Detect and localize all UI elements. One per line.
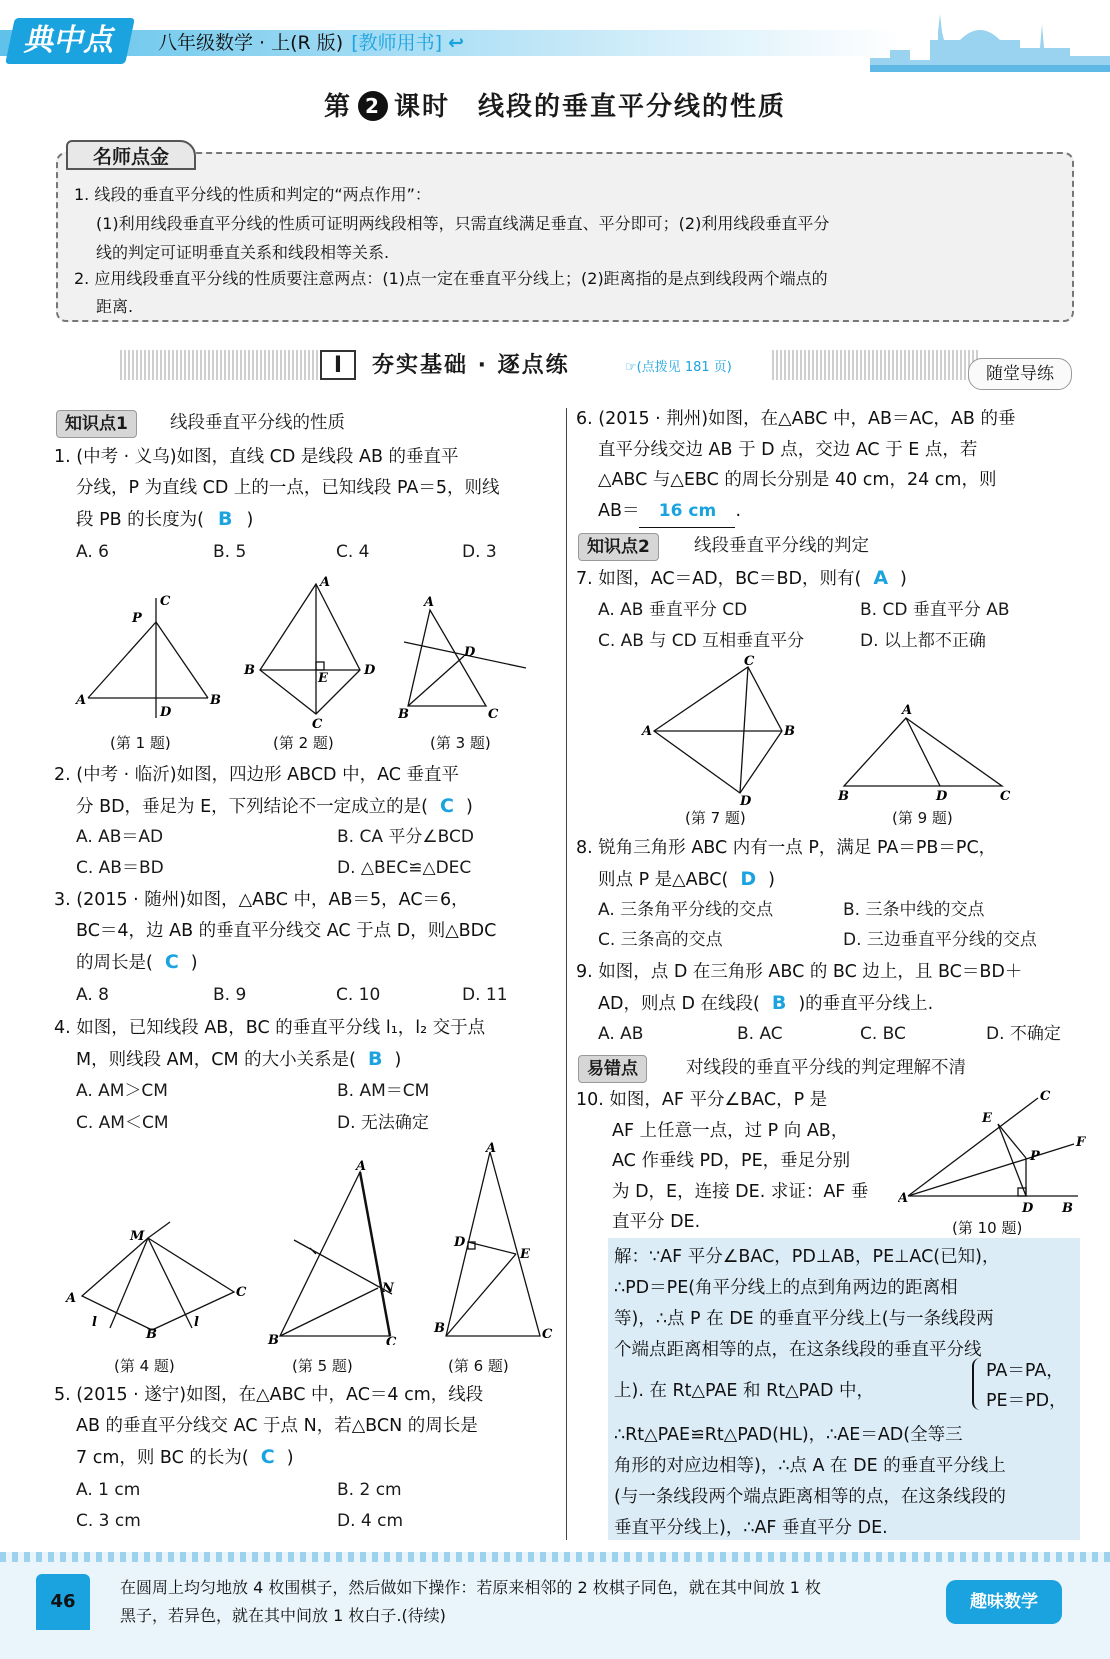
title-prefix: 第 <box>323 92 352 122</box>
book-title <box>158 30 464 56</box>
option: C. AB＝BD <box>76 858 164 878</box>
figure-caption: (第 10 题) <box>952 1219 1023 1237</box>
solution-line: 等)，∴点 P 在 DE 的垂直平分线上(与一条线段两 <box>614 1309 994 1329</box>
solution-system-line: PE＝PD， <box>986 1391 1067 1411</box>
page-header <box>0 0 1110 78</box>
answer: C <box>164 951 179 973</box>
answer: B <box>771 992 787 1014</box>
figure-1 <box>70 590 230 725</box>
page-number: 46 <box>36 1574 90 1630</box>
question-text: 8. 锐角三角形 ABC 内有一点 P，满足 PA＝PB＝PC， <box>576 838 997 858</box>
svg-text:D: D <box>454 1235 466 1250</box>
option: A. AM＞CM <box>76 1081 168 1101</box>
error-point-title: 对线段的垂直平分线的判定理解不清 <box>686 1058 966 1078</box>
series-logo: 典中点 <box>5 18 135 64</box>
question-text: 10. 如图，AF 平分∠BAC，P 是 <box>576 1090 828 1110</box>
svg-text:B: B <box>838 789 849 804</box>
question-text: )的垂直平分线上. <box>798 994 934 1014</box>
answer: C <box>440 795 454 817</box>
question-text: ) <box>394 1050 402 1070</box>
option: D. 无法确定 <box>337 1113 429 1133</box>
question-text: M，则线段 AM，CM 的大小关系是( <box>76 1050 356 1070</box>
svg-text:A: A <box>76 693 87 708</box>
svg-text:M: M <box>130 1229 145 1244</box>
question-text: 5. (2015 · 遂宁)如图，在△ABC 中，AC＝4 cm，线段 <box>54 1385 484 1405</box>
column-divider <box>566 408 567 1540</box>
svg-text:A: A <box>898 1191 909 1206</box>
option: C. 3 cm <box>76 1511 141 1531</box>
tip-line: 线的判定可证明垂直关系和线段相等关系. <box>96 243 390 262</box>
question-text: 直平分 DE. <box>612 1212 701 1232</box>
svg-text:F: F <box>1076 1135 1086 1150</box>
option: C. 10 <box>336 985 381 1005</box>
knowledge-point-title: 线段垂直平分线的性质 <box>170 413 345 433</box>
svg-text:A: A <box>424 595 435 610</box>
answer: B <box>218 508 233 530</box>
question-text: 2. (中考 · 临沂)如图，四边形 ABCD 中，AC 垂直平 <box>54 765 460 785</box>
answer: A <box>873 567 889 589</box>
svg-text:N: N <box>382 1281 394 1296</box>
option: D. 4 cm <box>337 1511 404 1531</box>
fun-math-badge: 趣味数学 <box>946 1580 1062 1624</box>
option: B. 5 <box>213 542 247 562</box>
figure-caption: (第 1 题) <box>110 734 171 752</box>
figure-caption: (第 5 题) <box>292 1357 353 1375</box>
question-text: ) <box>286 1448 294 1468</box>
figure-caption: (第 6 题) <box>448 1357 509 1375</box>
svg-text:C: C <box>312 717 323 729</box>
svg-text:C: C <box>1040 1090 1051 1104</box>
svg-text:B: B <box>1062 1201 1073 1215</box>
question-text: AC 作垂线 PD，PE，垂足分别 <box>612 1151 851 1171</box>
svg-text:B: B <box>398 707 409 722</box>
svg-text:E: E <box>318 671 328 686</box>
figure-7 <box>640 655 810 805</box>
skyline-illustration-icon <box>870 10 1110 72</box>
svg-text:D: D <box>740 794 752 805</box>
svg-text:D: D <box>160 705 172 720</box>
svg-text:B: B <box>434 1321 445 1336</box>
svg-text:D: D <box>464 645 476 660</box>
knowledge-point-tag: 知识点1 <box>56 410 137 438</box>
figure-caption: (第 4 题) <box>114 1357 175 1375</box>
option: D. 3 <box>462 542 497 562</box>
svg-text:A: A <box>902 704 913 718</box>
svg-text:A: A <box>66 1291 77 1306</box>
option: B. 三条中线的交点 <box>843 900 985 920</box>
question-text: 6. (2015 · 荆州)如图，在△ABC 中，AB＝AC，AB 的垂 <box>576 409 1016 429</box>
section-note-text: (点拨见 181 页) <box>636 360 732 375</box>
return-arrow-icon: ↩ <box>448 32 464 54</box>
question-text: 分线，P 为直线 CD 上的一点，已知线段 PA＝5，则线 <box>76 478 500 498</box>
question-text: BC＝4，边 AB 的垂直平分线交 AC 于点 D，则△BDC <box>76 921 497 941</box>
solution-line: 个端点距离相等的点，在这条线段的垂直平分线 <box>614 1340 982 1360</box>
question-text: 直平分线交边 AB 于 D 点，交边 AC 于 E 点，若 <box>598 440 978 460</box>
error-point-tag: 易错点 <box>578 1055 647 1083</box>
svg-text:P: P <box>1030 1149 1040 1164</box>
figure-caption: (第 9 题) <box>892 809 953 827</box>
teacher-tag: [教师用书] <box>351 32 443 54</box>
figure-10 <box>898 1090 1088 1215</box>
question-text: △ABC 与△EBC 的周长分别是 40 cm，24 cm，则 <box>598 470 997 490</box>
question-text: ) <box>190 953 198 973</box>
option: C. AM＜CM <box>76 1113 169 1133</box>
question-text: 为 D，E，连接 DE. 求证：AF 垂 <box>612 1182 869 1202</box>
tip-line: 2. 应用线段垂直平分线的性质要注意两点：(1)点一定在垂直平分线上；(2)距离指的是点到线段两个端点的 <box>74 269 828 288</box>
option: B. CD 垂直平分 AB <box>860 600 1010 620</box>
svg-text:B: B <box>146 1327 157 1338</box>
option: D. 11 <box>462 985 508 1005</box>
footer-wave <box>0 1552 1110 1562</box>
option: A. AB 垂直平分 CD <box>598 600 748 620</box>
question-text: 则点 P 是△ABC( <box>598 870 729 890</box>
solution-line: (与一条线段两个端点距离相等的点，在这条线段的 <box>614 1487 1006 1507</box>
solution-line: 上). 在 Rt△PAE 和 Rt△PAD 中， <box>614 1381 875 1401</box>
option: C. AB 与 CD 互相垂直平分 <box>598 631 805 651</box>
svg-text:A: A <box>486 1142 497 1156</box>
question-text: AD，则点 D 在线段( <box>598 994 760 1014</box>
figure-3 <box>398 594 533 729</box>
question-text: ) <box>465 797 473 817</box>
svg-text:C: C <box>1000 789 1011 804</box>
question-text: AB 的垂直平分线交 AC 于点 N，若△BCN 的周长是 <box>76 1416 478 1436</box>
solution-line: 垂直平分线上)，∴AF 垂直平分 DE. <box>614 1518 888 1538</box>
lesson-title <box>0 86 1110 123</box>
svg-text:C: C <box>542 1327 553 1342</box>
svg-text:l: l <box>194 1315 199 1330</box>
option: A. AB＝AD <box>76 827 164 847</box>
question-text: 的周长是( <box>76 953 153 973</box>
question-text: 段 PB 的长度为( <box>76 510 205 530</box>
svg-text:C: C <box>236 1285 247 1300</box>
footer-line: 黑子，若异色，就在其中间放 1 枚白子.(待续) <box>120 1606 446 1625</box>
option: B. AM＝CM <box>337 1081 430 1101</box>
section-number: I <box>320 350 356 380</box>
question-text: . <box>735 501 742 521</box>
figure-5 <box>264 1160 414 1345</box>
tip-line: (1)利用线段垂直平分线的性质可证明两线段相等，只需直线满足垂直、平分即可；(2)利用线段垂直平分 <box>96 214 830 233</box>
footer-line: 在圆周上均匀地放 4 枚围棋子，然后做如下操作：若原来相邻的 2 枚棋子同色，就在其中间放 1 枚 <box>120 1578 822 1597</box>
svg-text:C: C <box>160 594 171 609</box>
svg-text:C: C <box>488 707 499 722</box>
option: A. 6 <box>76 542 109 562</box>
figure-caption: (第 2 题) <box>273 734 334 752</box>
solution-system-line: PA＝PA， <box>986 1361 1064 1381</box>
question-text: 分 BD，垂足为 E，下列结论不一定成立的是( <box>76 797 428 817</box>
option: D. △BEC≌△DEC <box>337 858 472 878</box>
question-text: ) <box>900 569 907 589</box>
svg-text:A: A <box>642 724 653 739</box>
tip-line: 1. 线段的垂直平分线的性质和判定的“两点作用”： <box>74 185 431 204</box>
svg-text:B: B <box>210 693 221 708</box>
question-text: 3. (2015 · 随州)如图，△ABC 中，AB＝5，AC＝6， <box>54 890 469 910</box>
question-text: ) <box>768 870 775 890</box>
svg-text:B: B <box>784 724 795 739</box>
question-text: 7 cm，则 BC 的长为( <box>76 1448 249 1468</box>
option: C. BC <box>860 1024 906 1044</box>
solution-line: ∴PD＝PE(角平分线上的点到角两边的距离相 <box>614 1278 958 1298</box>
option: A. 1 cm <box>76 1480 141 1500</box>
title-text: 课时 线段的垂直平分线的性质 <box>394 92 787 122</box>
section-title: 夯实基础 · 逐点练 <box>372 353 570 378</box>
pointer-hand-icon: ☞ <box>625 360 637 375</box>
svg-text:P: P <box>132 611 142 626</box>
knowledge-point-tag: 知识点2 <box>578 533 659 561</box>
solution-line: 角形的对应边相等)，∴点 A 在 DE 的垂直平分线上 <box>614 1456 1006 1476</box>
option: D. 不确定 <box>986 1024 1061 1044</box>
option: D. 三边垂直平分线的交点 <box>843 930 1037 950</box>
question-text: 9. 如图，点 D 在三角形 ABC 的 BC 边上，且 BC＝BD＋ <box>576 962 1023 982</box>
solution-line: ∴Rt△PAE≌Rt△PAD(HL)，∴AE＝AD(全等三 <box>614 1425 963 1445</box>
option: B. 2 cm <box>337 1480 402 1500</box>
figure-caption: (第 7 题) <box>685 809 746 827</box>
question-text: ) <box>246 510 254 530</box>
figure-6 <box>430 1142 560 1342</box>
book-name: 八年级数学 · 上(R 版) <box>158 32 344 54</box>
option: C. 三条高的交点 <box>598 930 723 950</box>
answer: D <box>740 868 757 890</box>
answer: C <box>260 1446 275 1468</box>
option: A. AB <box>598 1024 644 1044</box>
svg-text:E: E <box>982 1111 992 1126</box>
svg-text:C: C <box>386 1335 397 1345</box>
question-text: 1. (中考 · 义乌)如图，直线 CD 是线段 AB 的垂直平 <box>54 447 459 467</box>
question-text: AF 上任意一点，过 P 向 AB， <box>612 1121 849 1141</box>
question-text: 4. 如图，已知线段 AB，BC 的垂直平分线 l₁，l₂ 交于点 <box>54 1018 486 1038</box>
figure-caption: (第 3 题) <box>430 734 491 752</box>
teacher-tips-label: 名师点金 <box>66 140 196 170</box>
svg-text:l: l <box>92 1315 97 1330</box>
footer-puzzle <box>120 1574 920 1630</box>
figure-2 <box>238 574 388 729</box>
svg-text:E: E <box>520 1247 530 1262</box>
option: B. AC <box>737 1024 783 1044</box>
question-text: AB＝ <box>598 501 640 521</box>
lesson-number-badge: 2 <box>358 91 388 121</box>
option: A. 三条角平分线的交点 <box>598 900 774 920</box>
option: A. 8 <box>76 985 109 1005</box>
answer-blank: 16 cm <box>639 496 735 528</box>
solution-line: 解：∵AF 平分∠BAC，PD⊥AB，PE⊥AC(已知)， <box>614 1247 1000 1267</box>
question-text: 7. 如图，AC＝AD，BC＝BD，则有( <box>576 569 862 589</box>
option: C. 4 <box>336 542 370 562</box>
svg-text:C: C <box>744 655 755 669</box>
figure-9 <box>832 704 1022 804</box>
tip-line: 距离. <box>96 297 134 316</box>
svg-text:B: B <box>244 663 255 678</box>
figure-4 <box>62 1218 252 1338</box>
svg-text:A: A <box>356 1160 367 1174</box>
svg-text:D: D <box>364 663 376 678</box>
section-tag: 随堂导练 <box>968 358 1072 390</box>
section-note <box>625 356 732 375</box>
option: B. 9 <box>213 985 247 1005</box>
answer: B <box>367 1048 383 1070</box>
svg-text:D: D <box>936 789 948 804</box>
brace <box>972 1358 980 1410</box>
svg-text:A: A <box>320 575 331 590</box>
svg-text:B: B <box>268 1333 279 1345</box>
option: B. CA 平分∠BCD <box>337 827 474 847</box>
option: D. 以上都不正确 <box>860 631 986 651</box>
svg-text:D: D <box>1022 1201 1034 1215</box>
knowledge-point-title: 线段垂直平分线的判定 <box>694 536 869 556</box>
